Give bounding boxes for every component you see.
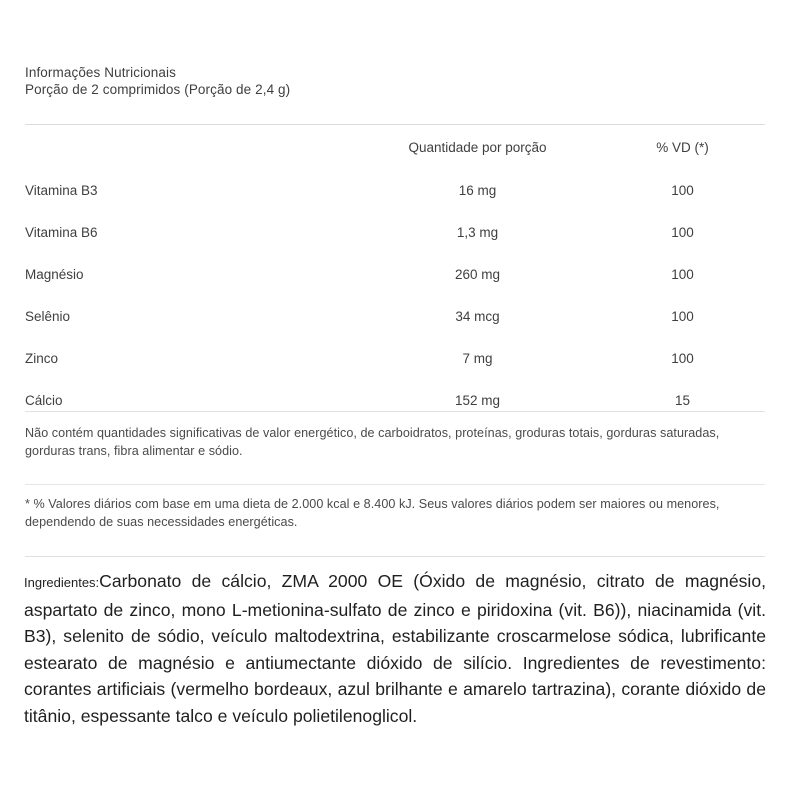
nutrient-daily-value: 100 [671, 182, 694, 198]
note-not-significant-amounts: Não contém quantidades significativas de valor energético, de carboidratos, proteínas, groduras totais, gorduras saturadas, gorduras trans, fibra alimentar e sódio. [25, 426, 720, 458]
nutrient-daily-value: 15 [674, 392, 691, 408]
table-header-row [25, 140, 765, 169]
divider-daily-values [25, 484, 765, 485]
nutrient-quantity: 1,3 mg [456, 224, 499, 240]
nutrient-quantity: 16 mg [458, 182, 497, 198]
divider-ingredients [25, 556, 765, 557]
nutrient-quantity: 7 mg [462, 350, 493, 366]
nutrient-name: Vitamina B6 [25, 224, 98, 240]
nutrition-facts-heading [25, 64, 290, 98]
nutrient-daily-value: 100 [671, 266, 694, 282]
divider-table-top [25, 124, 765, 125]
divider-table-bottom [25, 411, 765, 412]
nutrition-facts-title: Informações Nutricionais [25, 65, 176, 80]
nutrient-daily-value: 100 [671, 308, 694, 324]
nutrient-quantity: 260 mg [454, 266, 501, 282]
nutrient-name: Magnésio [25, 266, 84, 282]
nutrient-name: Selênio [25, 308, 71, 324]
table-header [25, 140, 765, 169]
column-header-daily-value: % VD (*) [656, 140, 709, 155]
nutrient-quantity: 34 mcg [455, 308, 500, 324]
ingredients-paragraph [24, 568, 766, 729]
nutrient-daily-value: 100 [671, 224, 694, 240]
table-row [25, 169, 765, 211]
table-row [25, 295, 765, 337]
table-row [25, 253, 765, 295]
nutrient-name: Zinco [25, 350, 59, 366]
serving-size-text: Porção de 2 comprimidos (Porção de 2,4 g) [25, 82, 291, 97]
table-row [25, 337, 765, 379]
column-header-nutrient [25, 140, 355, 169]
table-body [25, 169, 765, 421]
nutrient-daily-value: 100 [671, 350, 694, 366]
table-row [25, 379, 765, 421]
nutrient-quantity: 152 mg [454, 392, 501, 408]
column-header-quantity: Quantidade por porção [408, 140, 547, 155]
note-daily-values: * % Valores diários com base em uma dieta de 2.000 kcal e 8.400 kJ. Seus valores diários podem ser maiores ou menores, dependendo de suas necessidades energéticas. [25, 497, 720, 529]
ingredients-label: Ingredientes: [24, 575, 100, 590]
table-row [25, 211, 765, 253]
nutrient-name: Cálcio [25, 392, 63, 408]
nutrition-facts-table [25, 140, 765, 421]
ingredients-text: Carbonato de cálcio, ZMA 2000 OE (Óxido de magnésio, citrato de magnésio, aspartato de zinco, mono L-metionina-sulfato de zinco e piridoxina (vit. B6)), niacinamida (vit. B3), selenito de sódio, veículo maltodextrina, estabilizante croscarmelose sódica, lubrificante estearato de magnésio e antiumectante dióxido de silício. Ingredientes de revestimento: corantes artificiais (vermelho bordeaux, azul brilhante e amarelo tartrazina), corante dióxido de titânio, espessante talco e veículo polietilenoglicol. [24, 571, 766, 726]
nutrient-name: Vitamina B3 [25, 182, 98, 198]
